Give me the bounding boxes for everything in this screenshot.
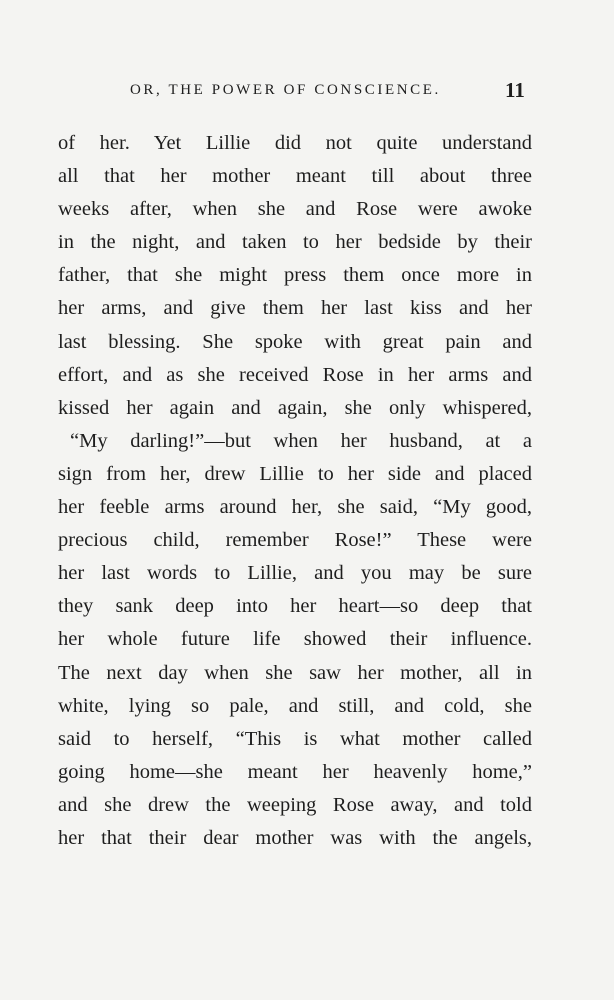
text-line: father, that she might press them once more in xyxy=(58,264,532,287)
running-title: OR, THE POWER OF CONSCIENCE. xyxy=(130,82,441,98)
text-line: white, lying so pale, and still, and cold, she xyxy=(58,694,532,717)
text-line: of her. Yet Lillie did not quite understand xyxy=(58,132,532,154)
body-text xyxy=(58,127,532,855)
text-line: effort, and as she received Rose in her arms and xyxy=(58,363,532,386)
text-line: The next day when she saw her mother, all in xyxy=(58,661,532,684)
text-line: and she drew the weeping Rose away, and told xyxy=(58,793,532,816)
text-line: her last words to Lillie, and you may be sure xyxy=(58,562,532,585)
text-line: her feeble arms around her, she said, “My good, xyxy=(58,496,532,519)
text-line: last blessing. She spoke with great pain and xyxy=(58,330,532,353)
text-line: “My darling!”—but when her husband, at a xyxy=(70,429,532,452)
text-line: in the night, and taken to her bedside by their xyxy=(58,231,532,254)
text-line: sign from her, drew Lillie to her side and placed xyxy=(58,462,532,485)
text-line: said to herself, “This is what mother called xyxy=(58,727,532,750)
text-line: they sank deep into her heart—so deep that xyxy=(58,595,532,618)
text-line: her that their dear mother was with the angels, xyxy=(58,826,532,849)
text-line: precious child, remember Rose!” These were xyxy=(58,529,532,552)
text-line: all that her mother meant till about three xyxy=(58,165,532,188)
text-line: going home—she meant her heavenly home,” xyxy=(58,760,532,783)
text-line: her arms, and give them her last kiss and her xyxy=(58,297,532,320)
text-line: her whole future life showed their influence. xyxy=(58,628,532,651)
page-number: 11 xyxy=(505,78,525,102)
text-line: kissed her again and again, she only whispered, xyxy=(58,396,532,419)
text-line: weeks after, when she and Rose were awoke xyxy=(58,198,532,221)
running-head xyxy=(0,78,614,108)
